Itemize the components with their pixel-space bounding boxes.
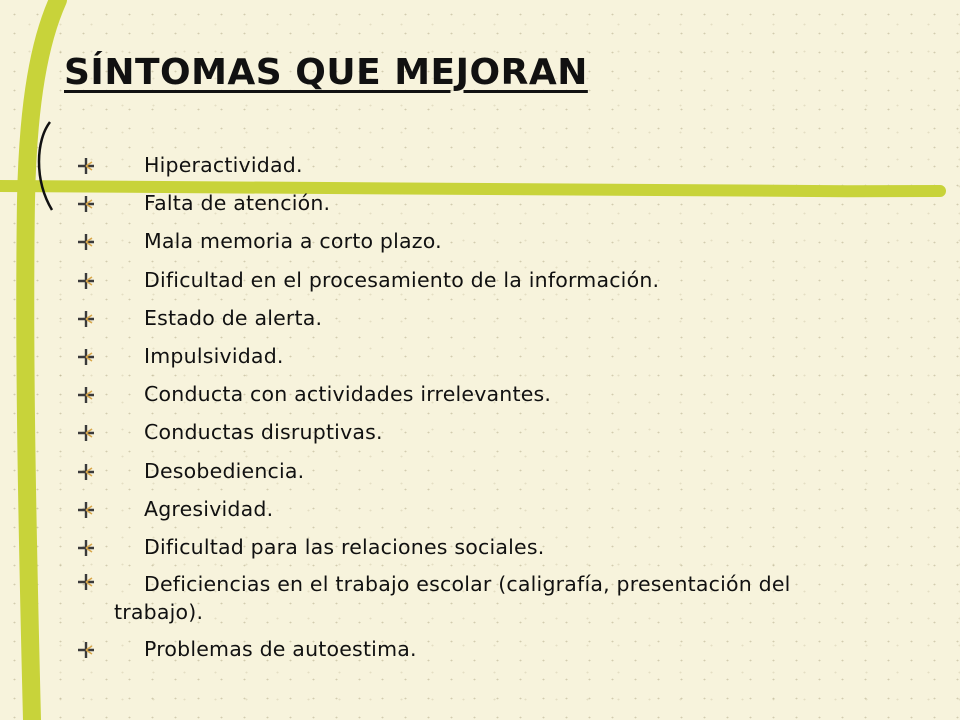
list-item bbox=[78, 222, 938, 260]
list-item bbox=[78, 528, 938, 566]
list-item-text: Estado de alerta. bbox=[144, 305, 323, 330]
list-item-text: Deficiencias en el trabajo escolar (caligrafía, presentación del bbox=[144, 572, 791, 597]
list-item-text: Conductas disruptivas. bbox=[144, 420, 383, 445]
list-item bbox=[78, 630, 938, 668]
list-item-text-continuation: trabajo). bbox=[114, 600, 204, 625]
fleur-cross-icon bbox=[78, 540, 94, 556]
list-item bbox=[78, 299, 938, 337]
list-item-text: Hiperactividad. bbox=[144, 153, 303, 177]
fleur-cross-icon bbox=[78, 574, 94, 590]
list-item-text: Agresividad. bbox=[144, 496, 274, 521]
fleur-cross-icon bbox=[78, 196, 94, 212]
list-item bbox=[78, 261, 938, 299]
list-item-text: Desobediencia. bbox=[144, 458, 305, 483]
list-item-text: Dificultad en el procesamiento de la información. bbox=[144, 267, 660, 292]
list-item-text: Mala memoria a corto plazo. bbox=[144, 229, 442, 254]
fleur-cross-icon bbox=[78, 349, 94, 365]
list-item bbox=[78, 146, 938, 184]
fleur-cross-icon bbox=[78, 234, 94, 250]
list-item bbox=[78, 452, 938, 490]
list-item-text: Conducta con actividades irrelevantes. bbox=[144, 382, 552, 407]
list-item-text: Problemas de autoestima. bbox=[144, 637, 417, 662]
fleur-cross-icon bbox=[78, 311, 94, 327]
list-item bbox=[78, 184, 938, 222]
list-item bbox=[78, 490, 938, 528]
list-item bbox=[78, 566, 938, 630]
list-item-text: Falta de atención. bbox=[144, 191, 331, 216]
slide-title: SÍNTOMAS QUE MEJORAN bbox=[64, 52, 588, 93]
fleur-cross-icon bbox=[78, 464, 94, 480]
list-item bbox=[78, 413, 938, 451]
list-item bbox=[78, 337, 938, 375]
fleur-cross-icon bbox=[78, 425, 94, 441]
list-item-text: Impulsividad. bbox=[144, 344, 284, 369]
fleur-cross-icon bbox=[78, 502, 94, 518]
fleur-cross-icon bbox=[78, 387, 94, 403]
list-item bbox=[78, 375, 938, 413]
symptom-list bbox=[78, 146, 938, 668]
fleur-cross-icon bbox=[78, 642, 94, 658]
fleur-cross-icon bbox=[78, 158, 94, 174]
fleur-cross-icon bbox=[78, 273, 94, 289]
list-item-text: Dificultad para las relaciones sociales. bbox=[144, 535, 545, 560]
